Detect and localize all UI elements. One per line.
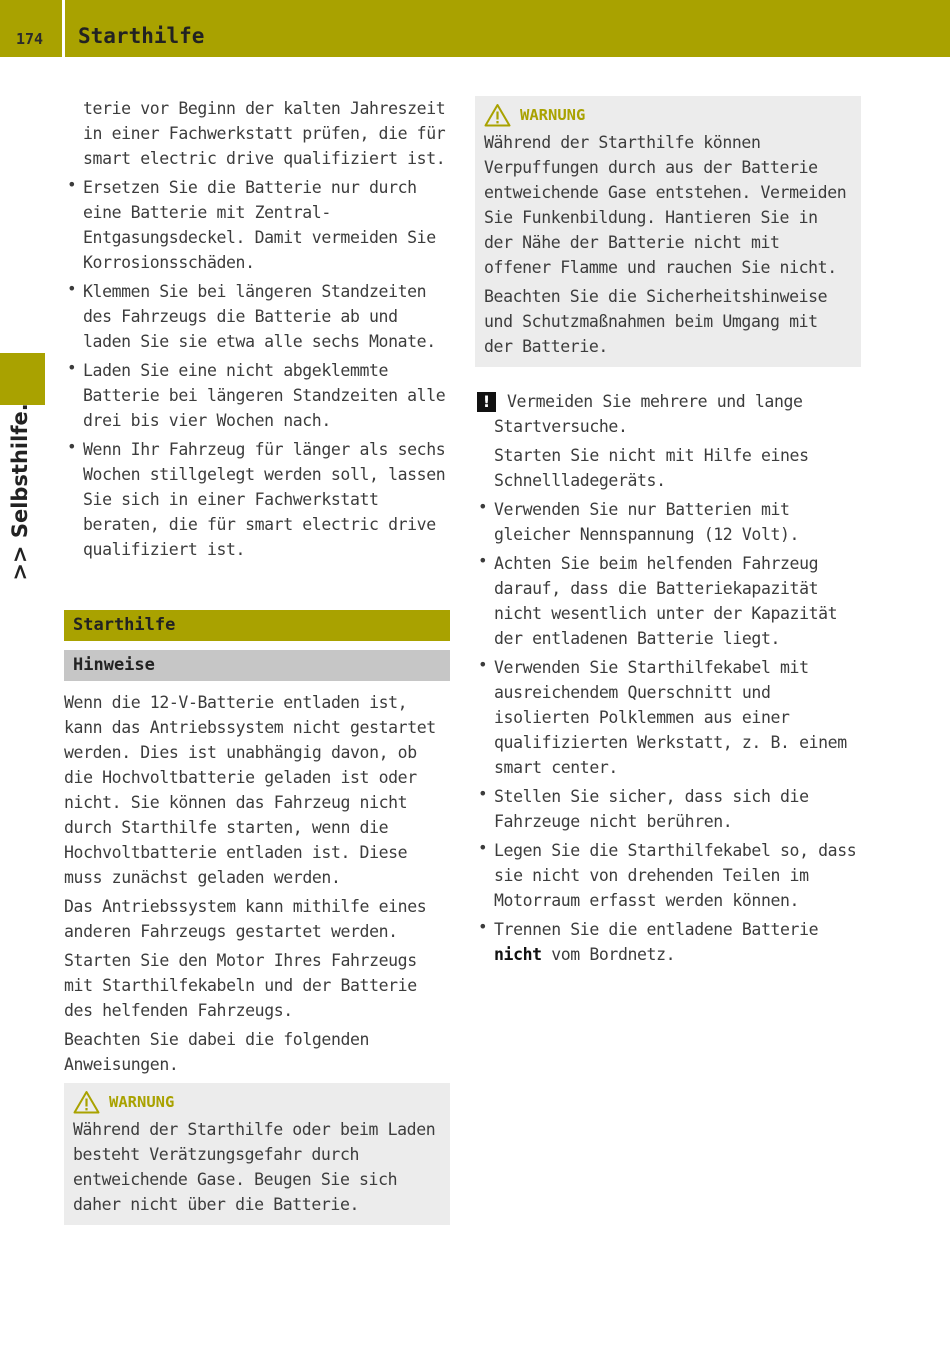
list-item-text-start: Trennen Sie die entladene Batterie <box>494 920 819 939</box>
body-text <box>64 690 450 1077</box>
continuation-text: terie vor Beginn der kalten Jahreszeit in einer Fachwerkstatt prüfen, die für smart electric drive qualifiziert ist. <box>83 99 446 168</box>
bullet-dot: • <box>478 497 488 516</box>
bullet-dot: • <box>67 358 77 377</box>
note-text: Starten Sie nicht mit Hilfe eines Schnellladegeräts. <box>494 446 809 490</box>
list-item <box>64 358 450 433</box>
warning-text: Während der Starthilfe können Verpuffungen durch aus der Batterie entweichende Gase entstehen. Vermeiden Sie Funkenbildung. Hantieren Sie in der Nähe der Batterie nicht mit offener Flamme und rauchen Sie nicht. <box>484 133 847 277</box>
exclamation-icon: ! <box>477 392 496 412</box>
header-divider <box>62 0 65 57</box>
paragraph: Starten Sie den Motor Ihres Fahrzeugs mit Starthilfekabeln und der Batterie des helfenden Fahrzeugs. <box>64 951 417 1020</box>
side-tab-label: >> Selbsthilfe. <box>8 403 32 581</box>
list-item <box>475 917 861 967</box>
warning-title: WARNUNG <box>109 1093 175 1111</box>
list-item <box>475 784 861 834</box>
bullet-dot: • <box>478 551 488 570</box>
side-tab-marker <box>0 353 45 405</box>
bullet-dot: • <box>67 279 77 298</box>
warning-header <box>484 100 852 130</box>
list-item <box>64 437 450 562</box>
bullet-list <box>475 497 861 967</box>
paragraph: Beachten Sie dabei die folgenden Anweisungen. <box>64 1030 370 1074</box>
warning-box <box>64 1083 450 1225</box>
list-item-text: Wenn Ihr Fahrzeug für länger als sechs Wochen stillgelegt werden soll, lassen Sie sich in einer Fachwerkstatt beraten, die für smart electric drive qualifiziert ist. <box>83 440 446 559</box>
list-item <box>475 655 861 780</box>
list-item <box>475 838 861 913</box>
bullet-dot: • <box>478 655 488 674</box>
list-item <box>64 279 450 354</box>
list-item <box>475 551 861 651</box>
bullet-dot: • <box>478 838 488 857</box>
list-item-text: Stellen Sie sicher, dass sich die Fahrzeuge nicht berühren. <box>494 787 809 831</box>
warning-text: Während der Starthilfe oder beim Laden besteht Verätzungsgefahr durch entweichende Gase. Beugen Sie sich daher nicht über die Batterie. <box>73 1120 436 1214</box>
left-column <box>64 96 450 1225</box>
list-item <box>64 175 450 275</box>
section-heading: Starthilfe <box>64 610 450 641</box>
header-title: Starthilfe <box>78 24 205 48</box>
list-item <box>475 497 861 547</box>
warning-title: WARNUNG <box>520 106 586 124</box>
warning-header <box>73 1087 441 1117</box>
note-text: Vermeiden Sie mehrere und lange Startversuche. <box>494 392 803 436</box>
warning-triangle-icon <box>73 1090 100 1114</box>
bullet-dot: • <box>67 175 77 194</box>
warning-triangle-icon <box>484 103 511 127</box>
paragraph: Wenn die 12-V-Batterie entladen ist, kann das Antriebssystem nicht gestartet werden. Dies ist unabhängig davon, ob die Hochvoltbatterie geladen ist oder nicht. Sie können das Fahrzeug nicht durch Starthilfe starten, wenn die Hochvoltbatterie entladen ist. Diese muss zunächst geladen werden. <box>64 693 436 887</box>
bullet-dot: • <box>478 784 488 803</box>
list-item-text: Ersetzen Sie die Batterie nur durch eine Batterie mit Zentral-Entgasungsdeckel. Damit vermeiden Sie Korrosionsschäden. <box>83 178 436 272</box>
list-item-text: Achten Sie beim helfenden Fahrzeug darauf, dass die Batteriekapazität nicht wesentlich unter der Kapazität der entladenen Batterie liegt. <box>494 554 838 648</box>
warning-box <box>475 96 861 367</box>
warning-text: Beachten Sie die Sicherheitshinweise und Schutzmaßnahmen beim Umgang mit der Batterie. <box>484 287 828 356</box>
page-number: 174 <box>16 30 44 48</box>
list-item-text-end: vom Bordnetz. <box>551 945 676 964</box>
emphasis-text: nicht <box>494 945 542 964</box>
subsection-heading: Hinweise <box>64 650 450 681</box>
list-item-text: Verwenden Sie Starthilfekabel mit ausreichendem Querschnitt und isolierten Polklemmen aus einer qualifizierten Werkstatt, z. B. einem smart center. <box>494 658 847 777</box>
list-item-text <box>494 917 861 967</box>
bullet-dot: • <box>67 437 77 456</box>
paragraph: Das Antriebssystem kann mithilfe eines anderen Fahrzeugs gestartet werden. <box>64 897 427 941</box>
list-item-text: Laden Sie eine nicht abgeklemmte Batterie bei längeren Standzeiten alle drei bis vier Wochen nach. <box>83 361 446 430</box>
list-item-text: Verwenden Sie nur Batterien mit gleicher Nennspannung (12 Volt). <box>494 500 800 544</box>
right-column <box>475 96 861 971</box>
bullet-dot: • <box>478 917 488 936</box>
list-item-text: Klemmen Sie bei längeren Standzeiten des Fahrzeugs die Batterie ab und laden Sie sie etwa alle sechs Monate. <box>83 282 436 351</box>
note-block <box>475 389 861 493</box>
page-header <box>0 0 950 57</box>
list-item-text: Legen Sie die Starthilfekabel so, dass sie nicht von drehenden Teilen im Motorraum erfasst werden können. <box>494 841 857 910</box>
